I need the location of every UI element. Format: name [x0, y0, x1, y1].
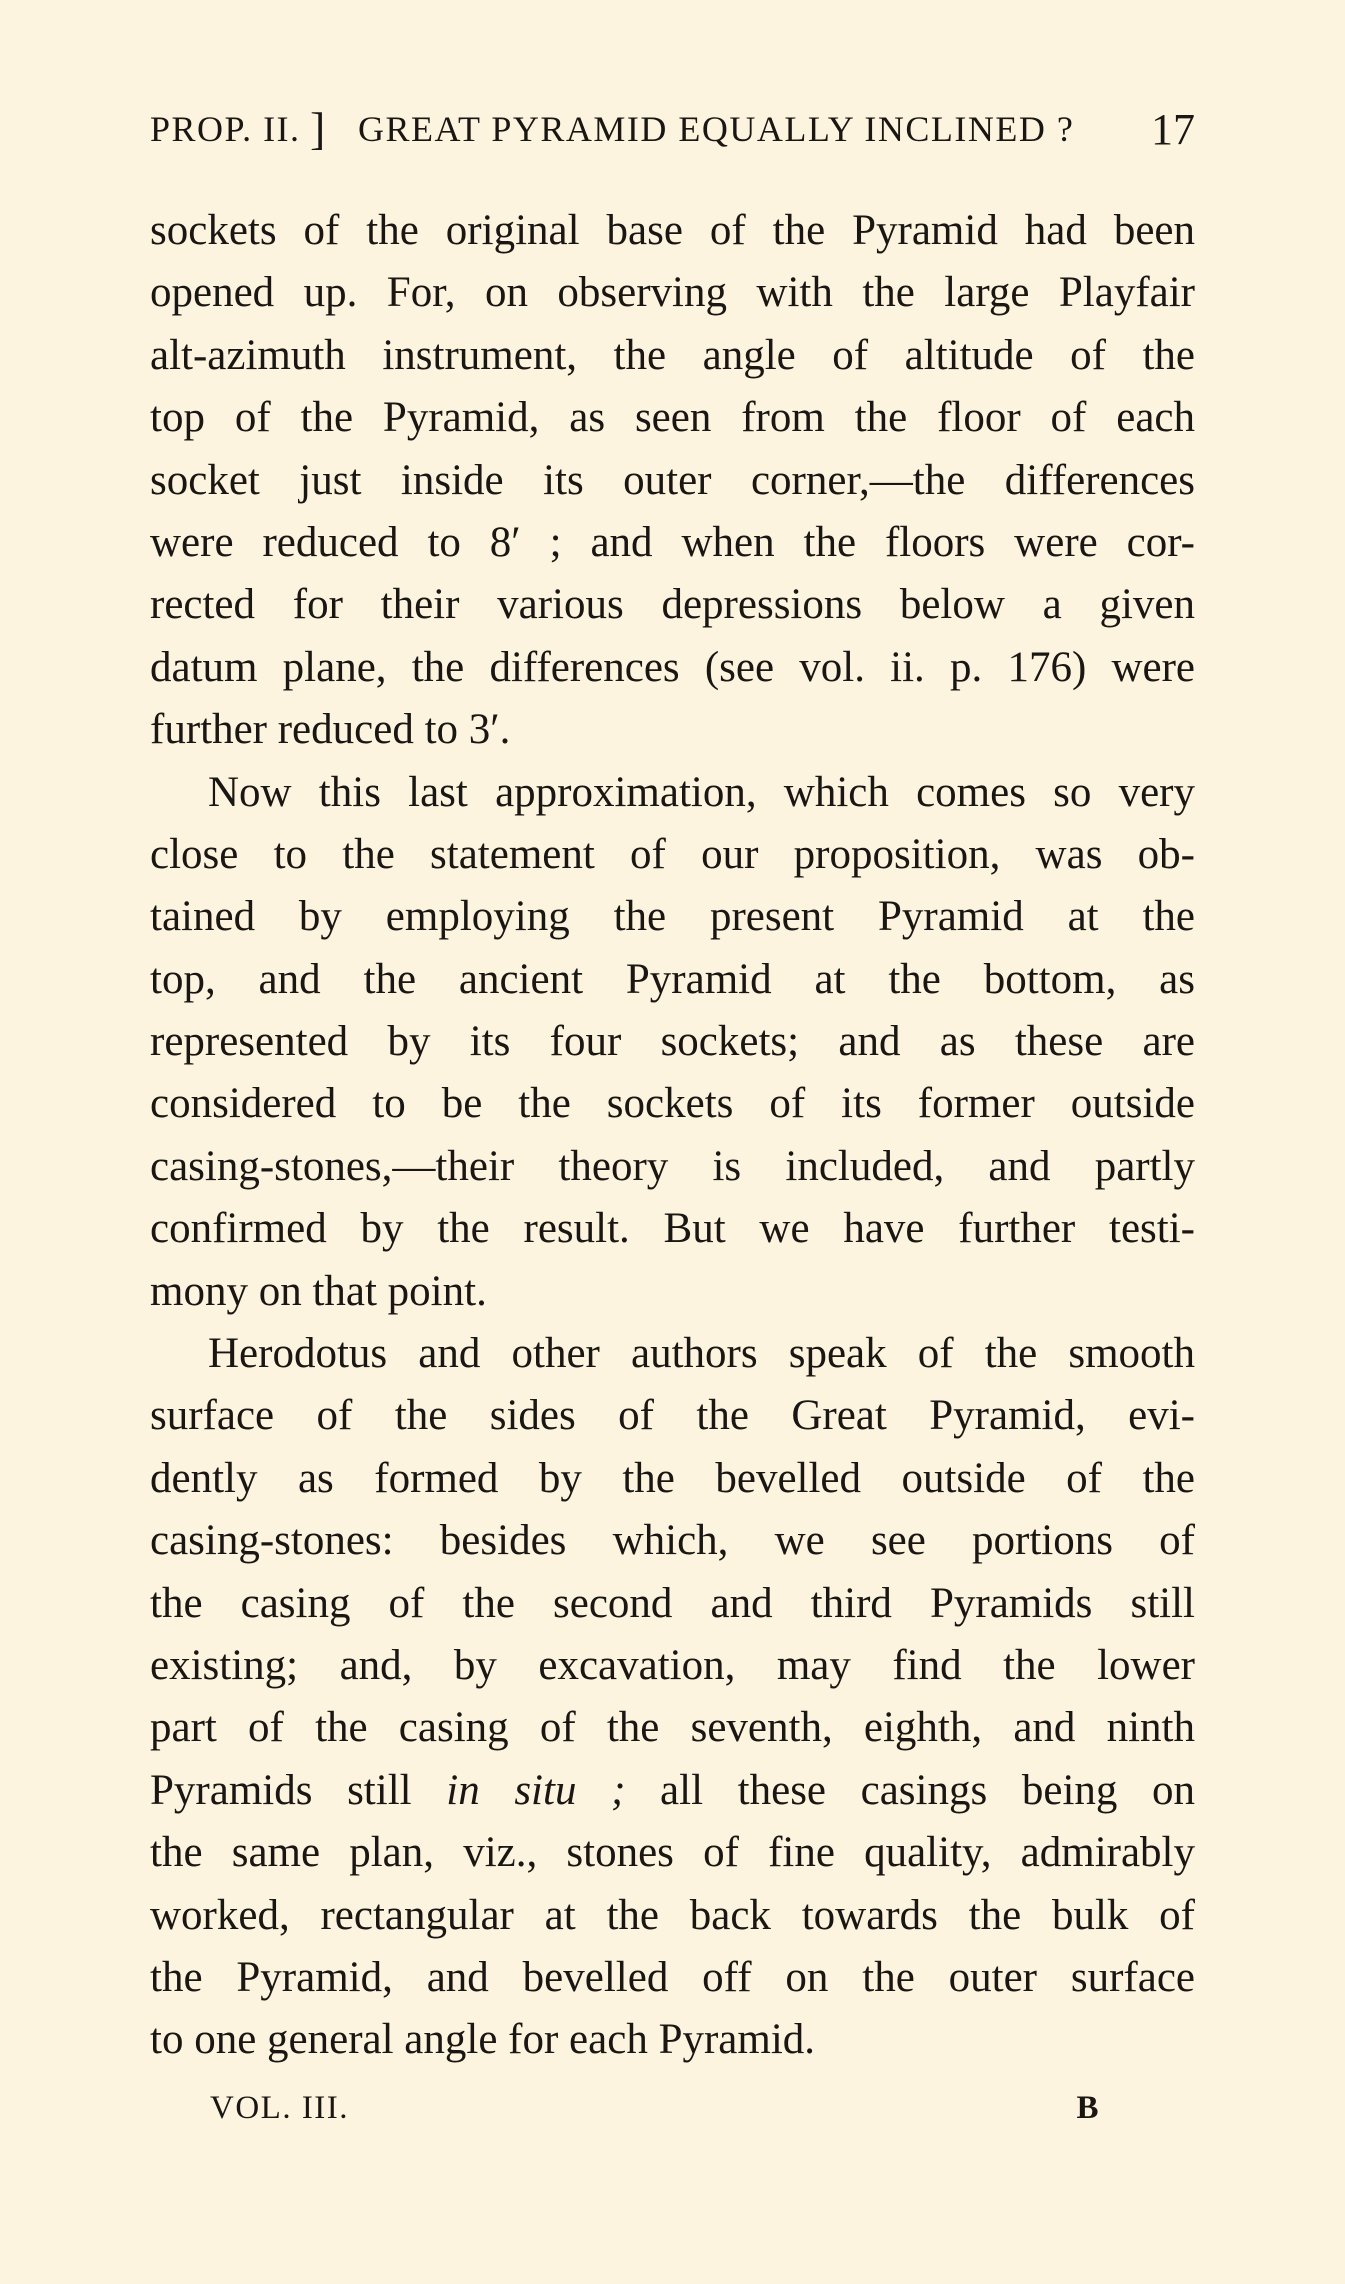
text-line: casing-stones: besides which, we see portions of — [150, 1517, 1195, 1565]
text-line: sockets of the original base of the Pyramid had been — [150, 207, 1195, 254]
paragraph-start-line: Herodotus and other authors speak of the smooth — [208, 1330, 1195, 1378]
text-line: dently as formed by the bevelled outside of the — [150, 1454, 1195, 1502]
text-line: close to the statement of our proposition, was ob- — [150, 830, 1195, 878]
text-line: casing-stones,—their theory is included, and partly — [150, 1142, 1195, 1190]
text-line: confirmed by the result. But we have further testi- — [150, 1205, 1195, 1253]
text-line: opened up. For, on observing with the large Playfair — [150, 269, 1195, 317]
paragraph-start-line: Now this last approximation, which comes so very — [208, 768, 1195, 816]
section-label: PROP. II. — [150, 109, 301, 149]
text-line: were reduced to 8′ ; and when the floors were cor- — [150, 518, 1195, 566]
text-segment: Pyramids still — [150, 1766, 412, 1814]
text-line: rected for their various depressions below a given — [150, 581, 1195, 629]
text-line: represented by its four sockets; and as these are — [150, 1018, 1195, 1066]
text-line: surface of the sides of the Great Pyramid, evi- — [150, 1392, 1195, 1440]
text-line: datum plane, the differences (see vol. ii. p. 176) were — [150, 643, 1195, 691]
text-line: worked, rectangular at the back towards the bulk of — [150, 1891, 1195, 1939]
text-line: top, and the ancient Pyramid at the bottom, as — [150, 955, 1195, 1003]
paragraph-end-line: mony on that point. — [150, 1267, 487, 1315]
text-line: the Pyramid, and bevelled off on the outer surface — [150, 1953, 1195, 2001]
text-line: part of the casing of the seventh, eighth, and ninth — [150, 1704, 1195, 1752]
volume-label: VOL. III. — [210, 2090, 350, 2126]
text-line: tained by employing the present Pyramid at the — [150, 893, 1195, 941]
signature-mark: B — [1076, 2090, 1100, 2126]
text-line: top of the Pyramid, as seen from the floor of each — [150, 394, 1195, 442]
text-line-with-italic — [150, 1760, 1195, 1822]
text-line: considered to be the sockets of its former outside — [150, 1080, 1195, 1128]
text-line: alt-azimuth instrument, the angle of altitude of the — [150, 331, 1195, 379]
body-text — [150, 200, 1195, 2072]
text-line: socket just inside its outer corner,—the differences — [150, 456, 1195, 504]
text-line: existing; and, by excavation, may find the lower — [150, 1641, 1195, 1689]
text-segment: all these casings being on — [660, 1766, 1196, 1814]
text-line: the casing of the second and third Pyramids still — [150, 1579, 1195, 1627]
running-head — [150, 103, 1195, 168]
running-title: GREAT PYRAMID EQUALLY INCLINED ? — [358, 109, 1075, 149]
paragraph-end-line: further reduced to 3′. — [150, 706, 511, 754]
section-bracket: ] — [310, 103, 327, 154]
page-number: 17 — [1151, 105, 1195, 154]
paragraph-end-line: to one general angle for each Pyramid. — [150, 2016, 816, 2064]
italic-phrase: in situ ; — [446, 1766, 626, 1814]
text-line: the same plan, viz., stones of fine quality, admirably — [150, 1829, 1195, 1877]
page-footer — [210, 2090, 1100, 2140]
